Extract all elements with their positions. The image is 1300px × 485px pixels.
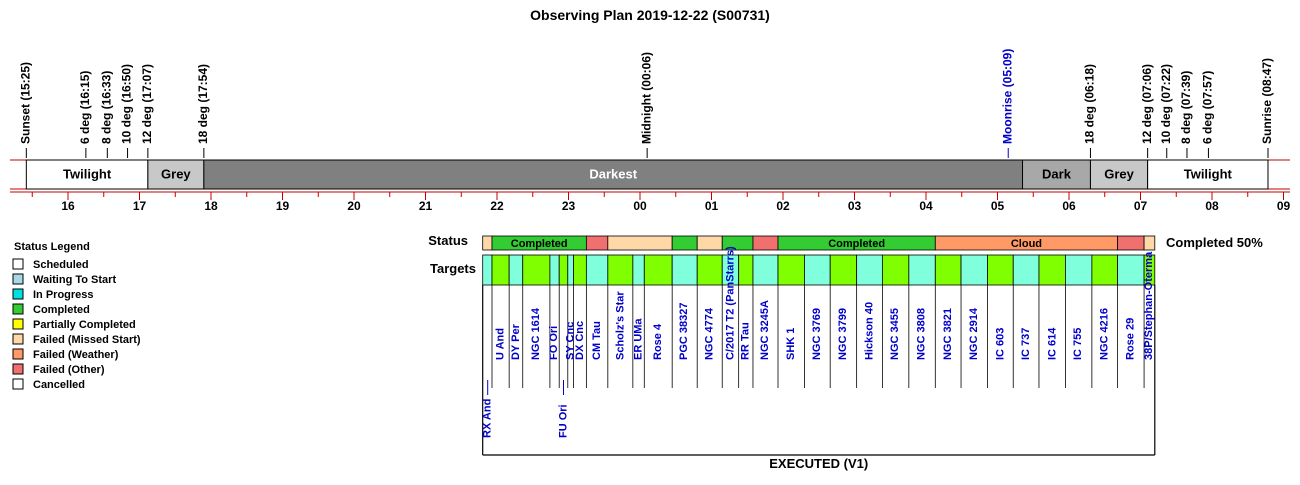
time-marker-label: 12 deg (17:07): [140, 63, 155, 144]
status-segment: [1118, 236, 1144, 250]
targets-caption: EXECUTED (V1): [769, 456, 869, 471]
target-name: C/2017 T2 (PanStarrs): [724, 246, 737, 360]
hour-tick-label: 03: [847, 199, 862, 213]
page-title: Observing Plan 2019-12-22 (S00731): [530, 7, 770, 23]
hour-tick-label: 08: [1205, 199, 1219, 213]
time-marker-label: 8 deg (16:33): [99, 70, 114, 144]
status-segment: [608, 236, 672, 250]
target-block: [1092, 255, 1118, 285]
target-block: [857, 255, 883, 285]
target-name: IC 737: [1020, 327, 1033, 360]
target-block: [1065, 255, 1091, 285]
hour-tick-label: 19: [275, 199, 290, 213]
target-block: [804, 255, 830, 285]
status-summary: Completed 50%: [1166, 235, 1263, 250]
legend-label: Partially Completed: [33, 319, 136, 331]
status-row: [428, 233, 1263, 250]
target-block: [778, 255, 804, 285]
legend-label: In Progress: [33, 289, 94, 301]
target-name: FO Ori: [548, 325, 561, 360]
target-block: [574, 255, 587, 285]
legend-swatch: [13, 274, 23, 284]
hour-tick-label: 09: [1276, 199, 1291, 213]
target-name: NGC 3769: [811, 308, 824, 360]
target-block: [644, 255, 672, 285]
status-segment: [586, 236, 607, 250]
legend-label: Waiting To Start: [33, 274, 117, 286]
time-marker-label: 10 deg (16:50): [119, 63, 134, 144]
time-marker-label: 12 deg (07:06): [1139, 63, 1154, 144]
time-marker-label: Sunset (15:25): [18, 61, 33, 144]
target-name: NGC 3821: [942, 308, 955, 360]
target-block: [672, 255, 697, 285]
legend-swatch: [13, 379, 23, 389]
sky-period-label: Twilight: [1183, 166, 1232, 182]
target-name: NGC 3808: [915, 308, 928, 360]
hour-tick-label: 07: [1133, 199, 1148, 213]
time-marker-label: 10 deg (07:22): [1158, 63, 1173, 144]
status-segment-label: Completed: [510, 238, 568, 250]
hour-tick-label: 18: [204, 199, 218, 213]
target-block: [1039, 255, 1065, 285]
hour-tick-label: 17: [132, 199, 147, 213]
target-block: [753, 255, 778, 285]
target-block: [492, 255, 509, 285]
hour-tick-label: 21: [418, 199, 433, 213]
targets-row: [430, 246, 1155, 471]
legend-label: Scheduled: [33, 259, 89, 271]
status-legend: [13, 241, 141, 391]
target-name: IC 614: [1046, 327, 1059, 360]
hour-tick-label: 16: [61, 199, 75, 213]
target-name: NGC 2914: [967, 308, 980, 360]
targets-row-label: Targets: [430, 261, 476, 276]
hour-tick-label: 04: [919, 199, 933, 213]
hour-tick-label: 20: [347, 199, 361, 213]
time-marker-label: Sunrise (08:47): [1260, 57, 1275, 144]
sky-period-label: Darkest: [589, 166, 638, 182]
target-block: [909, 255, 935, 285]
hour-tick-label: 06: [1062, 199, 1076, 213]
time-marker-label: 18 deg (06:18): [1082, 63, 1097, 144]
target-name: Hickson 40: [863, 301, 876, 360]
time-marker-label: Midnight (00:06): [639, 52, 654, 144]
target-block: [633, 255, 644, 285]
hour-tick-label: 22: [490, 199, 504, 213]
time-marker-label: 18 deg (17:54): [196, 63, 211, 144]
legend-swatch: [13, 334, 23, 344]
target-name: 38P/Stephan-Oterma: [1142, 251, 1155, 360]
status-row-label: Status: [428, 233, 468, 248]
target-name: NGC 3455: [889, 308, 902, 360]
status-segment: [1144, 236, 1155, 250]
status-segment-label: Completed: [828, 238, 886, 250]
legend-swatch: [13, 289, 23, 299]
target-name: IC 603: [994, 327, 1007, 360]
status-segment-label: Cloud: [1010, 238, 1043, 250]
target-block: [568, 255, 574, 285]
target-block: [550, 255, 559, 285]
time-marker-label: 6 deg (16:15): [78, 70, 93, 144]
hour-tick-label: 01: [704, 199, 719, 213]
hour-tick-label: 00: [633, 199, 647, 213]
target-block: [935, 255, 961, 285]
sky-period-label: Grey: [161, 166, 191, 182]
sky-condition-bar: [10, 160, 1290, 189]
status-segment: [697, 236, 722, 250]
time-marker-label: Moonrise (05:09): [1000, 48, 1015, 144]
legend-label: Failed (Missed Start): [33, 334, 141, 346]
status-segment: [483, 236, 492, 250]
target-name: Rose 4: [651, 323, 664, 360]
legend-label: Failed (Other): [33, 364, 105, 376]
target-name: NGC 3245A: [759, 300, 772, 360]
target-block: [586, 255, 607, 285]
target-name: NGC 4216: [1098, 308, 1111, 360]
sky-period-label: Twilight: [63, 166, 112, 182]
legend-label: Cancelled: [33, 379, 85, 391]
target-block: [483, 255, 492, 285]
target-name: ER UMa: [632, 318, 645, 360]
target-block: [697, 255, 722, 285]
target-block: [1118, 255, 1144, 285]
sky-period-label: Grey: [1104, 166, 1134, 182]
target-block: [1013, 255, 1039, 285]
target-name: CM Tau: [591, 321, 604, 360]
hour-tick-label: 02: [776, 199, 790, 213]
target-name: RX And: [481, 398, 494, 438]
target-name: RR Tau: [739, 322, 752, 360]
time-marker-label: 6 deg (07:57): [1200, 70, 1215, 144]
target-block: [608, 255, 633, 285]
target-block: [882, 255, 908, 285]
target-block: [509, 255, 523, 285]
target-name: PGC 38327: [678, 302, 691, 360]
target-block: [523, 255, 550, 285]
hour-tick-label: 05: [990, 199, 1005, 213]
hour-tick-label: 23: [561, 199, 576, 213]
sky-period-label: Dark: [1042, 166, 1071, 182]
legend-swatch: [13, 364, 23, 374]
legend-label: Completed: [33, 304, 90, 316]
target-name: NGC 3799: [836, 308, 849, 360]
time-marker-labels: [18, 49, 1274, 158]
legend-swatch: [13, 319, 23, 329]
target-block: [987, 255, 1013, 285]
target-name: DX Cnc: [573, 320, 586, 360]
status-segment: [753, 236, 778, 250]
time-marker-label: 8 deg (07:39): [1179, 70, 1194, 144]
target-name: DY Per: [510, 324, 523, 360]
target-name: NGC 1614: [530, 308, 543, 360]
status-segment: [672, 236, 697, 250]
target-name: NGC 4774: [703, 308, 716, 360]
target-name: FU Ori: [557, 404, 570, 438]
target-name: IC 755: [1072, 327, 1085, 360]
target-name: U And: [494, 328, 507, 360]
legend-swatch: [13, 259, 23, 269]
status-legend-title: Status Legend: [14, 241, 90, 253]
legend-swatch: [13, 304, 23, 314]
target-block: [559, 255, 568, 285]
hour-axis: [10, 192, 1290, 213]
target-name: SY Cnc: [564, 321, 577, 360]
legend-swatch: [13, 349, 23, 359]
target-block: [739, 255, 753, 285]
target-block: [830, 255, 856, 285]
target-name: SHK 1: [784, 327, 797, 360]
target-block: [961, 255, 987, 285]
target-name: Scholz's Star: [614, 291, 627, 360]
target-name: Rose 29: [1124, 317, 1137, 360]
legend-label: Failed (Weather): [33, 349, 119, 361]
